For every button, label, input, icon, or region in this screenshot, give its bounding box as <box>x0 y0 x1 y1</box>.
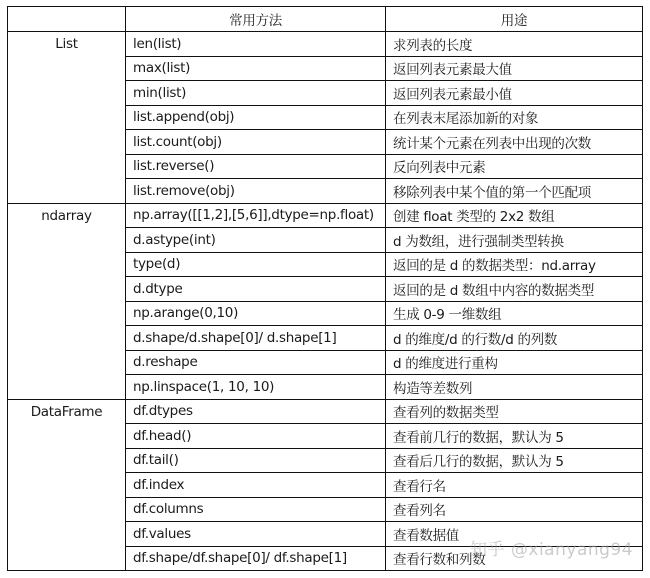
table-row <box>8 399 643 424</box>
header-type <box>8 7 126 32</box>
purpose-cell: d 的维度/d 的行数/d 的列数 <box>386 326 643 351</box>
purpose-cell: 查看列的数据类型 <box>386 399 643 424</box>
purpose-cell: 返回的是 d 的数据类型：nd.array <box>386 252 643 277</box>
purpose-cell: 查看数据值 <box>386 522 643 547</box>
purpose-cell: 返回列表元素最小值 <box>386 81 643 106</box>
method-cell: np.linspace(1, 10, 10) <box>126 375 386 400</box>
methods-table <box>7 6 643 571</box>
purpose-cell: 创建 float 类型的 2x2 数组 <box>386 203 643 228</box>
method-cell: type(d) <box>126 252 386 277</box>
method-cell: list.append(obj) <box>126 105 386 130</box>
method-cell: list.reverse() <box>126 154 386 179</box>
table-row <box>8 32 643 57</box>
purpose-cell: 在列表末尾添加新的对象 <box>386 105 643 130</box>
method-cell: df.head() <box>126 424 386 449</box>
purpose-cell: 查看行数和列数 <box>386 546 643 571</box>
purpose-cell: 查看前几行的数据，默认为 5 <box>386 424 643 449</box>
group-label: ndarray <box>8 203 126 399</box>
method-cell: df.tail() <box>126 448 386 473</box>
group-label: List <box>8 32 126 204</box>
method-cell: np.arange(0,10) <box>126 301 386 326</box>
table-row <box>8 203 643 228</box>
method-cell: df.shape/df.shape[0]/ df.shape[1] <box>126 546 386 571</box>
purpose-cell: 移除列表中某个值的第一个匹配项 <box>386 179 643 204</box>
purpose-cell: 构造等差数列 <box>386 375 643 400</box>
method-cell: min(list) <box>126 81 386 106</box>
header-method: 常用方法 <box>126 7 386 32</box>
purpose-cell: 返回列表元素最大值 <box>386 56 643 81</box>
group-label: DataFrame <box>8 399 126 571</box>
method-cell: list.count(obj) <box>126 130 386 155</box>
header-purpose: 用途 <box>386 7 643 32</box>
purpose-cell: 查看行名 <box>386 473 643 498</box>
purpose-cell: 统计某个元素在列表中出现的次数 <box>386 130 643 155</box>
method-cell: d.astype(int) <box>126 228 386 253</box>
method-cell: list.remove(obj) <box>126 179 386 204</box>
purpose-cell: 查看后几行的数据，默认为 5 <box>386 448 643 473</box>
purpose-cell: 生成 0-9 一维数组 <box>386 301 643 326</box>
method-cell: len(list) <box>126 32 386 57</box>
method-cell: d.reshape <box>126 350 386 375</box>
method-cell: df.values <box>126 522 386 547</box>
method-cell: np.array([[1,2],[5,6]],dtype=np.float) <box>126 203 386 228</box>
purpose-cell: 查看列名 <box>386 497 643 522</box>
method-cell: d.shape/d.shape[0]/ d.shape[1] <box>126 326 386 351</box>
purpose-cell: 求列表的长度 <box>386 32 643 57</box>
method-cell: max(list) <box>126 56 386 81</box>
watermark: 知乎 @xianyang94 <box>470 540 634 560</box>
purpose-cell: 反向列表中元素 <box>386 154 643 179</box>
header-row <box>8 7 643 32</box>
purpose-cell: d 的维度进行重构 <box>386 350 643 375</box>
method-cell: df.index <box>126 473 386 498</box>
method-cell: d.dtype <box>126 277 386 302</box>
method-cell: df.columns <box>126 497 386 522</box>
method-cell: df.dtypes <box>126 399 386 424</box>
purpose-cell: 返回的是 d 数组中内容的数据类型 <box>386 277 643 302</box>
purpose-cell: d 为数组，进行强制类型转换 <box>386 228 643 253</box>
